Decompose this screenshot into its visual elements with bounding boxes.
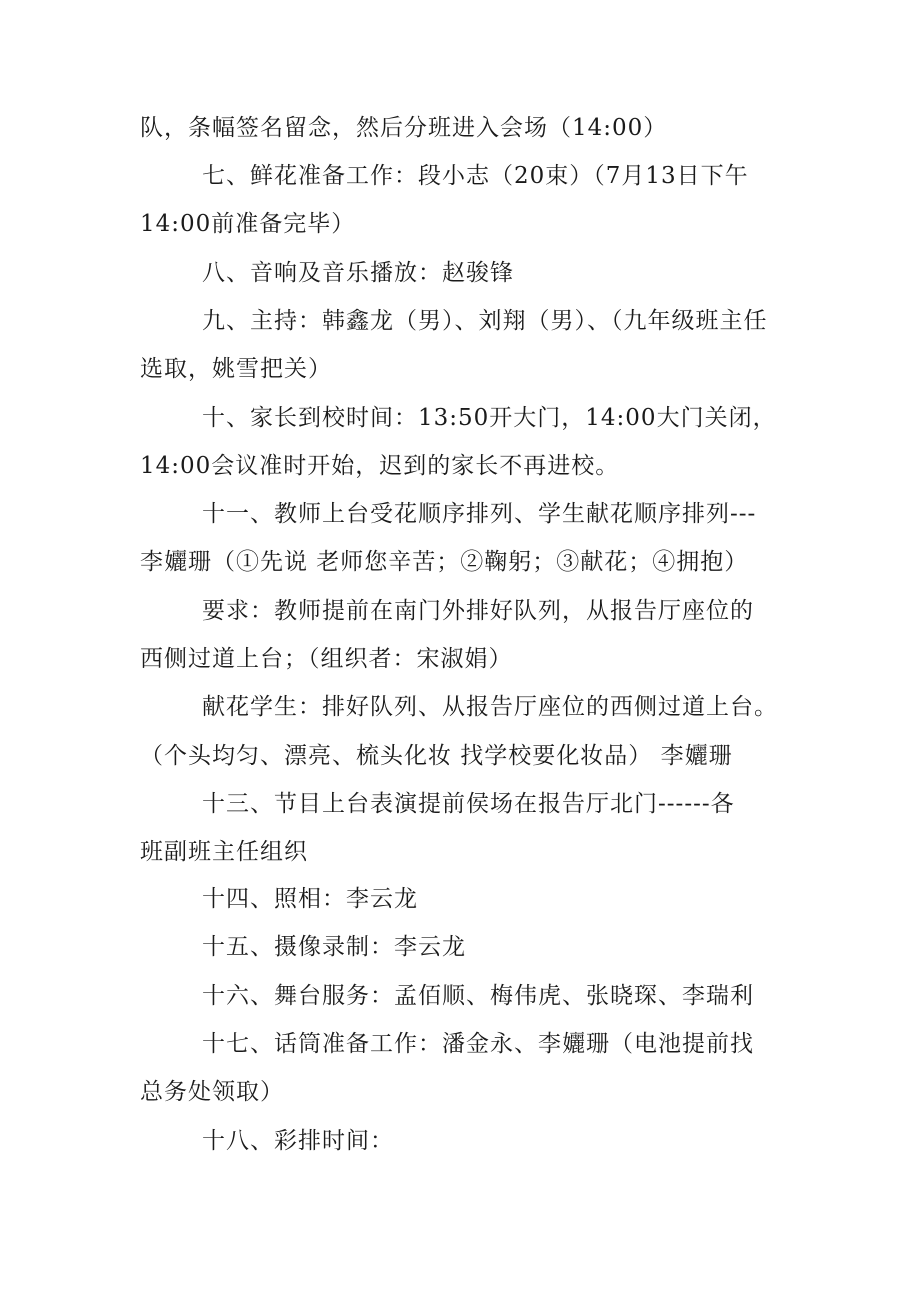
text-line: 献花学生：排好队列、从报告厅座位的西侧过道上台。 bbox=[202, 694, 778, 720]
text-line: 十、家长到校时间：13:50开大门，14:00大门关闭， bbox=[202, 405, 777, 431]
text-line: 十一、教师上台受花顺序排列、学生献花顺序排列--- bbox=[202, 501, 757, 527]
text-line: 十七、话筒准备工作：潘金永、李孋珊（电池提前找 bbox=[202, 1031, 754, 1057]
text-line: 十六、舞台服务：孟佰顺、梅伟虎、张晓琛、李瑞利 bbox=[202, 983, 754, 1009]
text-line: （个头均匀、漂亮、梳头化妆 找学校要化妆品） 李孋珊 bbox=[140, 743, 733, 769]
text-line: 班副班主任组织 bbox=[140, 839, 308, 865]
text-line: 队，条幅签名留念，然后分班进入会场（14:00） bbox=[140, 115, 668, 141]
text-line: 九、主持：韩鑫龙（男）、刘翔（男）、（九年级班主任 bbox=[202, 308, 768, 334]
text-line: 十八、彩排时间： bbox=[202, 1128, 394, 1154]
text-line: 十四、照相：李云龙 bbox=[202, 886, 418, 912]
text-line: 七、鲜花准备工作：段小志（20束）（7月13日下午 bbox=[202, 163, 749, 189]
text-line: 选取，姚雪把关） bbox=[140, 356, 332, 382]
text-line: 总务处领取） bbox=[140, 1079, 284, 1105]
text-line: 十五、摄像录制：李云龙 bbox=[202, 934, 466, 960]
text-line: 14:00会议准时开始，迟到的家长不再进校。 bbox=[140, 453, 620, 479]
text-line: 李孋珊（①先说 老师您辛苦；②鞠躬；③献花；④拥抱） bbox=[140, 549, 749, 575]
text-line: 14:00前准备完毕） bbox=[140, 211, 356, 237]
text-line: 西侧过道上台；（组织者：宋淑娟） bbox=[140, 646, 513, 672]
text-line: 八、音响及音乐播放：赵骏锋 bbox=[202, 260, 514, 286]
text-line: 十三、节目上台表演提前侯场在报告厅北门------各 bbox=[202, 791, 735, 817]
text-line: 要求：教师提前在南门外排好队列，从报告厅座位的 bbox=[202, 598, 754, 624]
